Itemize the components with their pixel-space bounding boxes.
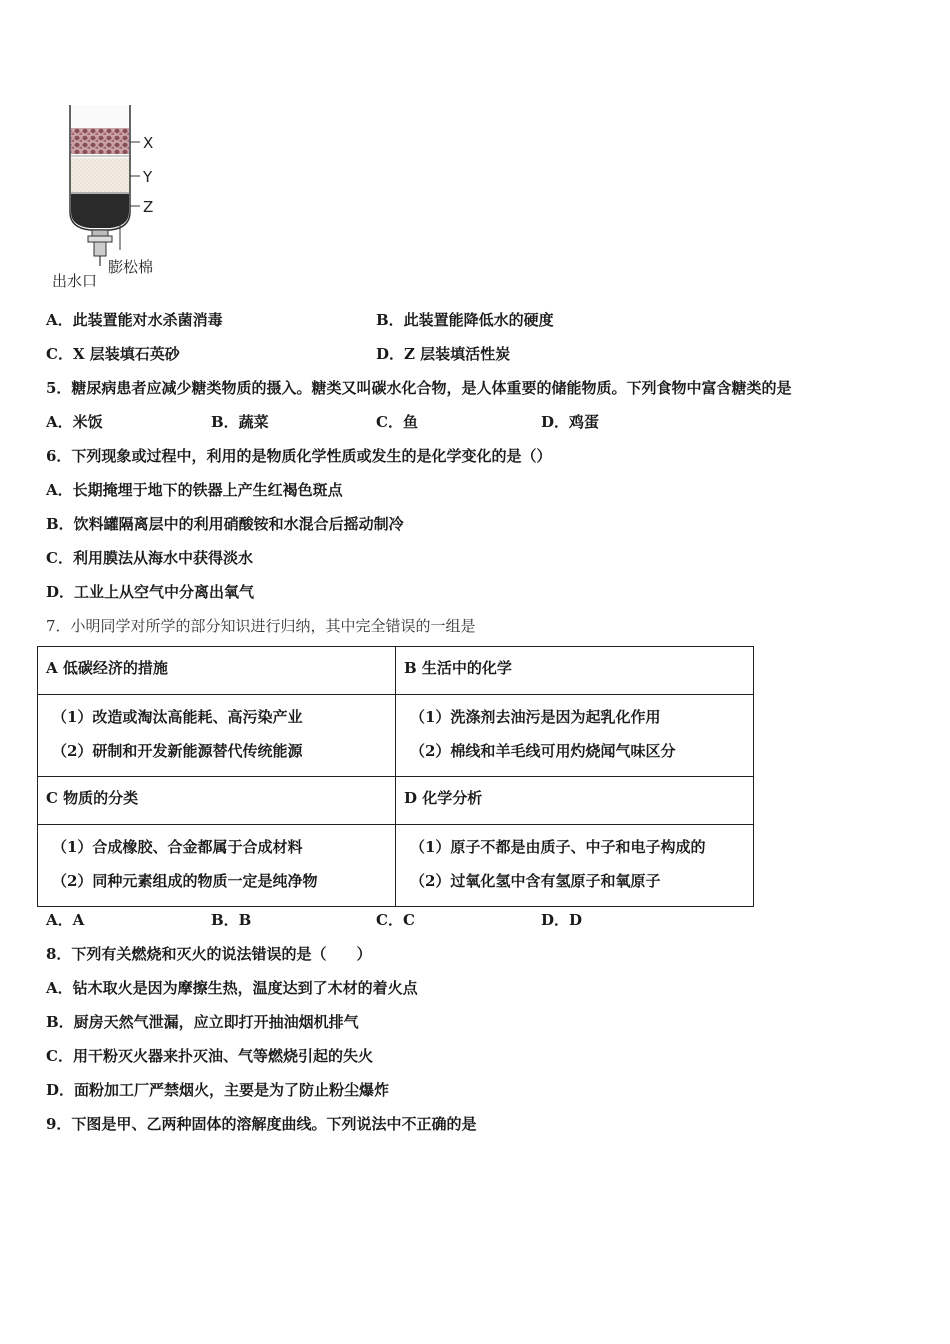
layer-y — [71, 158, 129, 192]
q6-option-c: C．利用膜法从海水中获得淡水 — [46, 549, 253, 567]
label-z: Z — [143, 198, 154, 216]
q4-option-a: A．此装置能对水杀菌消毒 — [46, 311, 223, 329]
q8-option-c: C．用干粉灭火器来扑灭油、气等燃烧引起的失火 — [46, 1047, 373, 1065]
table-cell-a-body: （1）改造或淘汰高能耗、高污染产业 （2）研制和开发新能源替代传统能源 — [38, 695, 396, 777]
q4-option-d: D．Z 层装填活性炭 — [376, 345, 511, 363]
table-cell-d-head: D 化学分析 — [396, 777, 754, 825]
q5-stem: 5．糖尿病患者应减少糖类物质的摄入。糖类又叫碳水化合物，是人体重要的储能物质。下列食物中富含糖类的是 — [46, 379, 792, 397]
layer-x — [71, 128, 129, 154]
table-cell-b-head: B 生活中的化学 — [396, 647, 754, 695]
q7-table — [37, 646, 754, 907]
q8-stem: 8．下列有关燃烧和灭火的说法错误的是（ ） — [46, 945, 372, 963]
q5-option-a: A．米饭 — [46, 413, 103, 431]
q5-option-c: C．鱼 — [376, 413, 418, 431]
q4-option-c: C．X 层装填石英砂 — [46, 345, 180, 363]
q6-option-d: D．工业上从空气中分离出氧气 — [46, 583, 255, 601]
q6-option-a: A．长期掩埋于地下的铁器上产生红褐色斑点 — [46, 481, 343, 499]
q7-option-c: C．C — [376, 911, 415, 929]
table-cell-c-head: C 物质的分类 — [38, 777, 396, 825]
q5-option-b: B．蔬菜 — [211, 413, 269, 431]
table-cell-a-head: A 低碳经济的措施 — [38, 647, 396, 695]
q7-option-d: D．D — [541, 911, 583, 929]
label-x: X — [143, 134, 154, 152]
q8-option-b: B．厨房天然气泄漏，应立即打开抽油烟机排气 — [46, 1013, 359, 1031]
q4-option-b: B．此装置能降低水的硬度 — [376, 311, 554, 329]
q8-option-a: A．钻木取火是因为摩擦生热，温度达到了木材的着火点 — [46, 979, 418, 997]
table-cell-d-body: （1）原子不都是由质子、中子和电子构成的 （2）过氧化氢中含有氢原子和氧原子 — [396, 825, 754, 907]
q6-option-b: B．饮料罐隔离层中的利用硝酸铵和水混合后摇动制冷 — [46, 515, 404, 533]
table-cell-c-body: （1）合成橡胶、合金都属于合成材料 （2）同种元素组成的物质一定是纯净物 — [38, 825, 396, 907]
label-outlet: 出水口 — [52, 272, 98, 290]
q9-stem: 9．下图是甲、乙两种固体的溶解度曲线。下列说法中不正确的是 — [46, 1115, 477, 1133]
q6-stem: 6．下列现象或过程中，利用的是物质化学性质或发生的是化学变化的是（） — [46, 447, 552, 465]
q7-option-a: A．A — [46, 911, 85, 929]
label-y: Y — [143, 168, 153, 186]
q5-option-d: D．鸡蛋 — [541, 413, 600, 431]
q7-option-b: B．B — [211, 911, 252, 929]
label-cotton: 膨松棉 — [108, 258, 154, 276]
table-cell-b-body: （1）洗涤剂去油污是因为起乳化作用 （2）棉线和羊毛线可用灼烧闻气味区分 — [396, 695, 754, 777]
q7-stem: 7．小明同学对所学的部分知识进行归纳，其中完全错误的一组是 — [46, 617, 476, 635]
q8-option-d: D．面粉加工厂严禁烟火，主要是为了防止粉尘爆炸 — [46, 1081, 390, 1099]
water-filter-figure — [50, 100, 180, 290]
